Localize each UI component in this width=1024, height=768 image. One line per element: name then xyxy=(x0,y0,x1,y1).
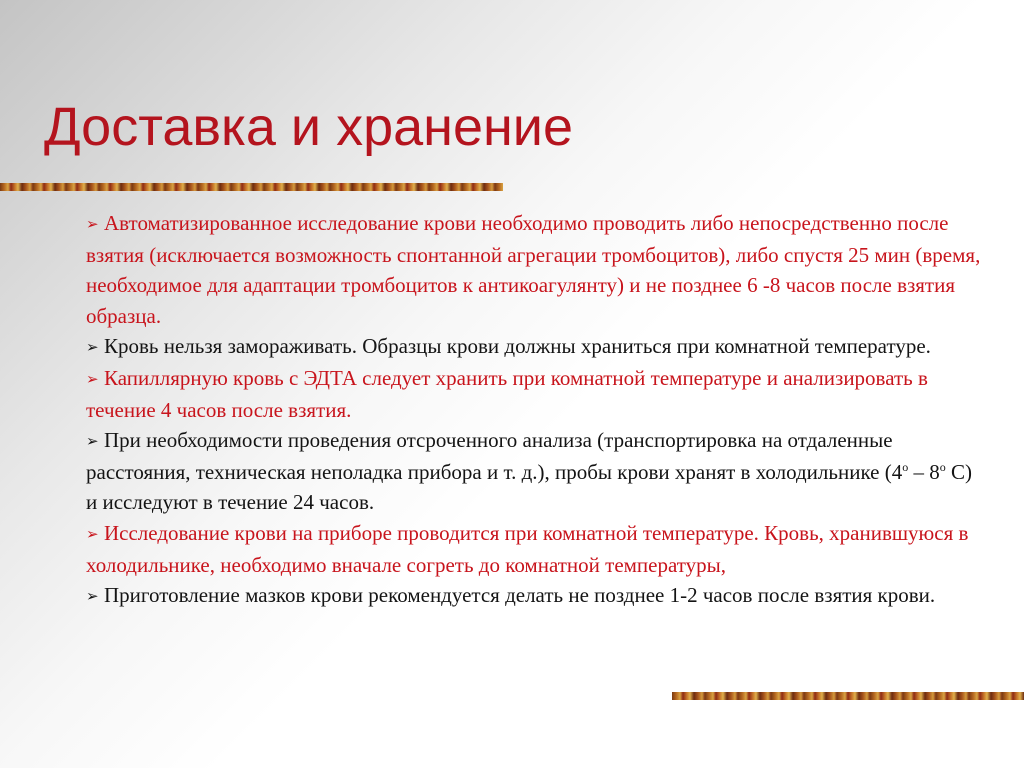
arrow-bullet-icon: ➢ xyxy=(86,587,99,606)
degree-superscript: о xyxy=(939,459,946,474)
arrow-bullet-icon: ➢ xyxy=(86,524,99,543)
bullet-item-5 xyxy=(86,518,986,580)
bullet-text-4-part-1: При необходимости проведения отсроченного анализа (транспортировка на отдаленные расстояния, техническая неполадка прибора и т. д.), пробы крови хранят в холодильнике (4 xyxy=(86,428,903,484)
decorative-stripe-top xyxy=(0,183,503,191)
bullet-item-1 xyxy=(86,208,986,331)
arrow-bullet-icon: ➢ xyxy=(86,215,99,233)
bullet-list xyxy=(86,208,986,612)
bullet-item-3 xyxy=(86,363,986,425)
bullet-text-4-part-2: – 8 xyxy=(908,459,940,484)
bullet-text-6: Приготовление мазков крови рекомендуется делать не позднее 1-2 часов после взятия крови. xyxy=(104,583,936,608)
slide-title: Доставка и хранение xyxy=(44,97,574,157)
bullet-text-1: Автоматизированное исследование крови необходимо проводить либо непосредственно после взятия (исключается возможность спонтанной агрегации тромбоцитов), либо спустя 25 мин (время, необходимое для адаптации тромбоцитов к антикоагулянту) и не позднее 6 -8 часов после взятия образца. xyxy=(86,211,981,328)
decorative-stripe-bottom xyxy=(672,692,1024,700)
arrow-bullet-icon: ➢ xyxy=(86,369,99,388)
degree-superscript: о xyxy=(902,459,909,474)
bullet-item-4 xyxy=(86,425,986,518)
bullet-text-5: Исследование крови на приборе проводится при комнатной температуре. Кровь, хранившуюся в холодильнике, необходимо вначале согреть до комнатной температуры, xyxy=(86,520,969,577)
bullet-item-2 xyxy=(86,331,986,363)
bullet-text-3: Капиллярную кровь с ЭДТА следует хранить при комнатной температуре и анализировать в течение 4 часов после взятия. xyxy=(86,365,928,422)
arrow-bullet-icon: ➢ xyxy=(86,432,99,451)
bullet-text-4-part-3: С) и исследуют в течение 24 часов. xyxy=(86,459,972,515)
bullet-text-2: Кровь нельзя замораживать. Образцы крови должны храниться при комнатной температуре. xyxy=(104,334,931,359)
arrow-bullet-icon: ➢ xyxy=(86,338,99,357)
bullet-item-6 xyxy=(86,580,986,612)
